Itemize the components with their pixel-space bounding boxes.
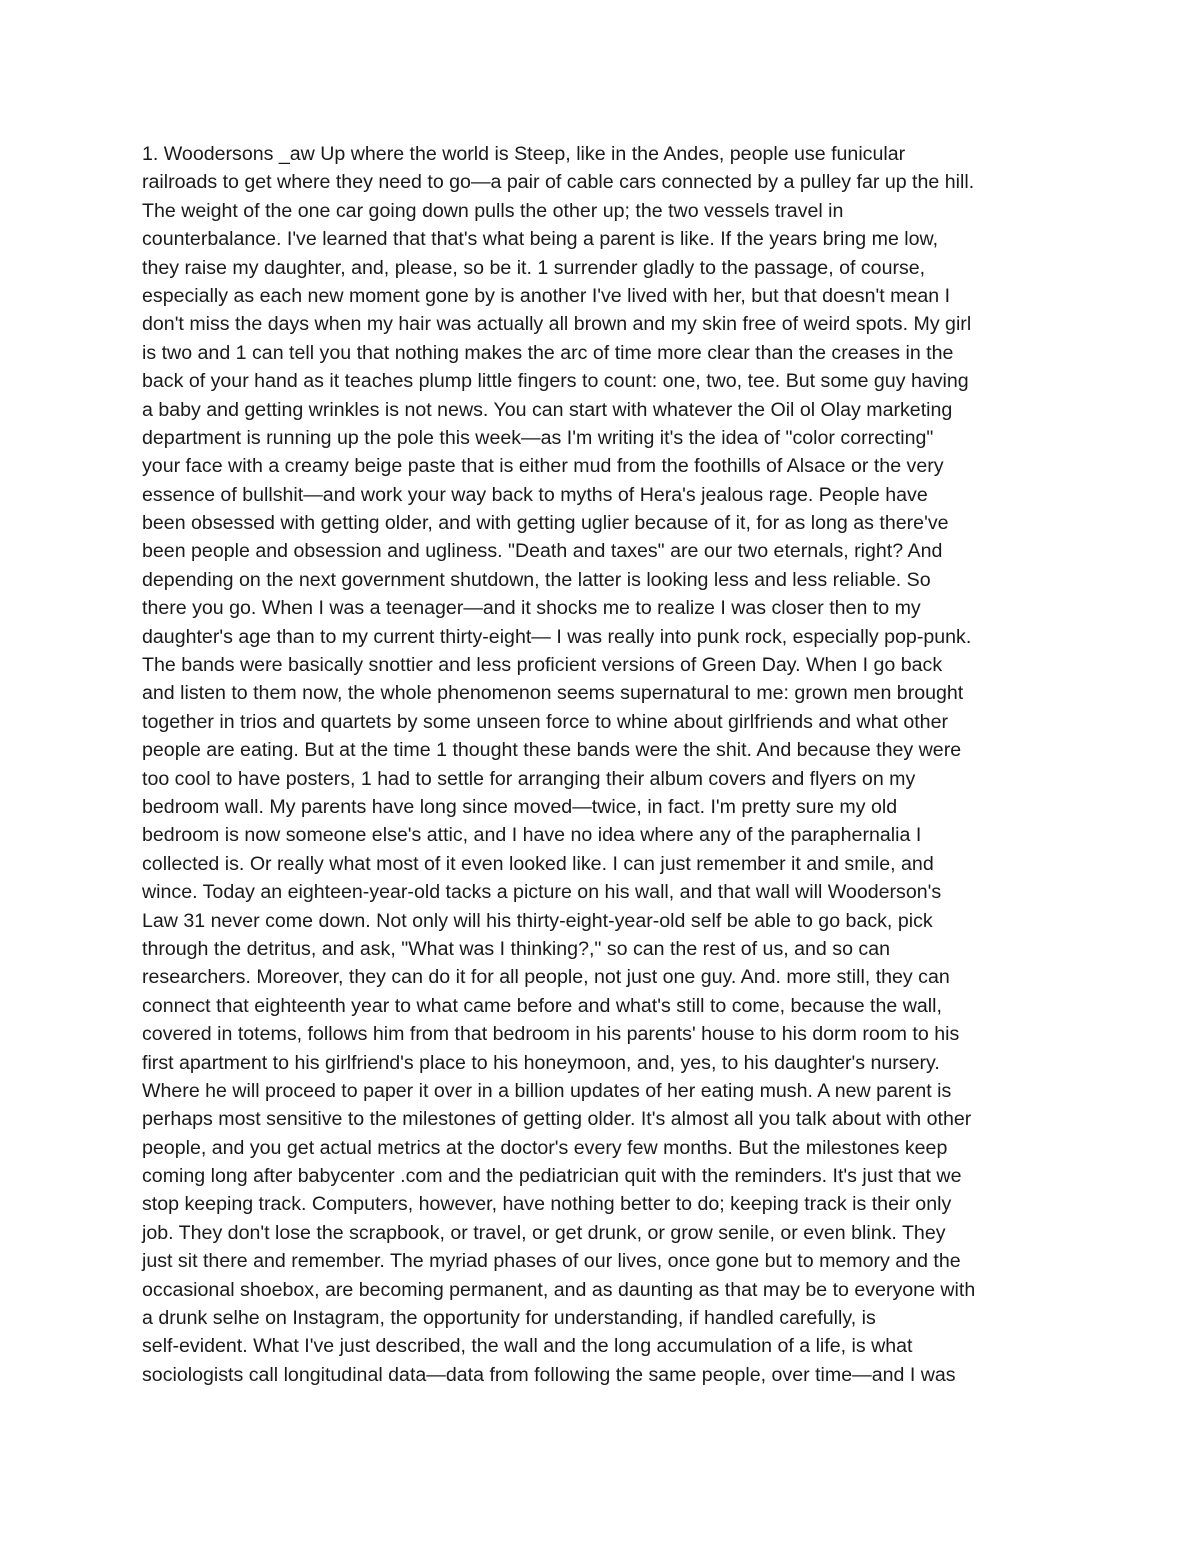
text-line: collected is. Or really what most of it even looked like. I can just remember it and smile, and: [142, 852, 934, 875]
text-line: self-evident. What I've just described, the wall and the long accumulation of a life, is what: [142, 1335, 913, 1358]
text-line: depending on the next government shutdown, the latter is looking less and less reliable. So: [142, 568, 931, 591]
text-line: job. They don't lose the scrapbook, or travel, or get drunk, or grow senile, or even blink. They: [142, 1221, 946, 1244]
text-line: wince. Today an eighteen-year-old tacks a picture on his wall, and that wall will Wooderson's: [142, 881, 942, 904]
text-line: occasional shoebox, are becoming permanent, and as daunting as that may be to everyone with: [142, 1278, 976, 1301]
body-text: [142, 140, 1082, 1389]
text-line: Law 31 never come down. Not only will his thirty-eight-year-old self be able to go back, pick: [142, 909, 933, 932]
text-line: researchers. Moreover, they can do it for all people, not just one guy. And. more still, they can: [142, 966, 950, 989]
text-line: department is running up the pole this week—as I'm writing it's the idea of "color correcting": [142, 426, 934, 449]
text-line: especially as each new moment gone by is another I've lived with her, but that doesn't mean I: [142, 284, 951, 307]
text-line: people, and you get actual metrics at the doctor's every few months. But the milestones keep: [142, 1136, 948, 1159]
text-line: is two and 1 can tell you that nothing makes the arc of time more clear than the creases in the: [142, 341, 954, 364]
text-line: coming long after babycenter .com and the pediatrician quit with the reminders. It's just that we: [142, 1165, 962, 1188]
text-line: a drunk selhe on Instagram, the opportunity for understanding, if handled carefully, is: [142, 1307, 876, 1330]
text-line: The bands were basically snottier and less proficient versions of Green Day. When I go back: [142, 654, 943, 677]
text-line: there you go. When I was a teenager—and it shocks me to realize I was closer then to my: [142, 597, 921, 620]
text-line: been obsessed with getting older, and with getting uglier because of it, for as long as there've: [142, 512, 949, 535]
text-line: people are eating. But at the time 1 thought these bands were the shit. And because they were: [142, 739, 962, 762]
text-line: The weight of the one car going down pulls the other up; the two vessels travel in: [142, 199, 844, 222]
text-line: connect that eighteenth year to what came before and what's still to come, because the wall,: [142, 994, 942, 1017]
text-line: your face with a creamy beige paste that is either mud from the foothills of Alsace or the very: [142, 455, 944, 478]
text-line: Where he will proceed to paper it over in a billion updates of her eating mush. A new parent is: [142, 1079, 952, 1102]
text-line: 1. Woodersons _aw Up where the world is Steep, like in the Andes, people use funicular: [142, 143, 906, 165]
text-line: stop keeping track. Computers, however, have nothing better to do; keeping track is their only: [142, 1193, 952, 1216]
text-line: first apartment to his girlfriend's place to his honeymoon, and, yes, to his daughter's nursery.: [142, 1051, 940, 1074]
text-line: and listen to them now, the whole phenomenon seems supernatural to me: grown men brought: [142, 682, 964, 705]
text-line: bedroom is now someone else's attic, and I have no idea where any of the paraphernalia I: [142, 824, 922, 847]
text-line: bedroom wall. My parents have long since moved—twice, in fact. I'm pretty sure my old: [142, 795, 898, 818]
text-line: together in trios and quartets by some unseen force to whine about girlfriends and what other: [142, 710, 949, 733]
text-line: daughter's age than to my current thirty-eight— I was really into punk rock, especially pop-punk.: [142, 625, 972, 648]
text-line: too cool to have posters, 1 had to settle for arranging their album covers and flyers on my: [142, 767, 916, 790]
text-line: counterbalance. I've learned that that's what being a parent is like. If the years bring me low,: [142, 228, 939, 251]
text-line: essence of bullshit—and work your way back to myths of Hera's jealous rage. People have: [142, 483, 928, 506]
text-line: through the detritus, and ask, "What was I thinking?," so can the rest of us, and so can: [142, 937, 891, 960]
text-line: a baby and getting wrinkles is not news. You can start with whatever the Oil ol Olay marketing: [142, 398, 953, 421]
text-line: railroads to get where they need to go—a pair of cable cars connected by a pulley far up the hill.: [142, 171, 975, 194]
text-line: perhaps most sensitive to the milestones of getting older. It's almost all you talk about with other: [142, 1108, 972, 1131]
text-line: they raise my daughter, and, please, so be it. 1 surrender gladly to the passage, of course,: [142, 256, 926, 279]
text-line: sociologists call longitudinal data—data from following the same people, over time—and I was: [142, 1363, 956, 1386]
text-line: just sit there and remember. The myriad phases of our lives, once gone but to memory and the: [142, 1250, 961, 1273]
text-line: covered in totems, follows him from that bedroom in his parents' house to his dorm room to his: [142, 1023, 960, 1046]
text-line: don't miss the days when my hair was actually all brown and my skin free of weird spots. My girl: [142, 313, 972, 336]
text-line: been people and obsession and ugliness. "Death and taxes" are our two eternals, right? And: [142, 540, 943, 563]
text-line: back of your hand as it teaches plump little fingers to count: one, two, tee. But some guy having: [142, 370, 969, 393]
